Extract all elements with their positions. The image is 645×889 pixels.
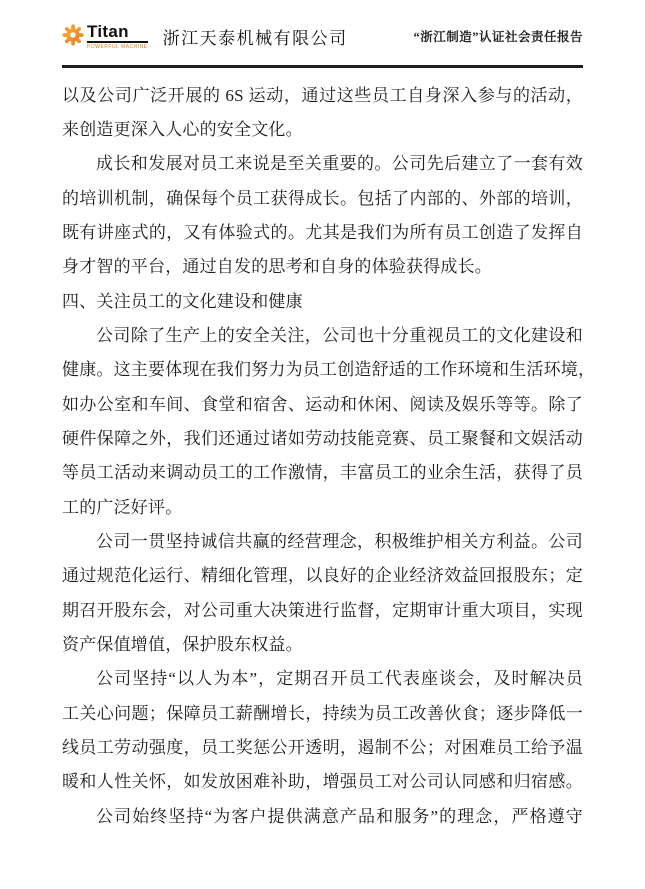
doc-line: 成长和发展对员工来说是至关重要的。公司先后建立了一套有效 [96,154,583,174]
doc-line: 硬件保障之外，我们还通过诸如劳动技能竞赛、员工聚餐和文娱活动 [62,428,583,448]
doc-line: 资产保值增值，保护股东权益。 [62,635,303,654]
doc-line: 公司坚持“以人为本”，定期召开员工代表座谈会，及时解决员 [96,669,583,689]
company-name: 浙江天泰机械有限公司 [162,28,348,48]
doc-line: 公司除了生产上的安全关注，公司也十分重视员工的文化建设和 [96,325,583,345]
doc-line: 期召开股东会，对公司重大决策进行监督，定期审计重大项目，实现 [62,600,583,620]
doc-line: 的培训机制，确保每个员工获得成长。包括了内部的、外部的培训， [62,188,583,208]
document-body [62,79,596,835]
company-logo [62,23,148,50]
doc-line: 工的广泛好评。 [62,497,183,517]
doc-line: 如办公室和车间、食堂和宿舍、运动和休闲、阅读及娱乐等等。除了 [62,394,583,414]
brand-name: Titan [87,23,148,43]
logo-text [87,23,148,50]
doc-line: 线员工劳动强度，员工奖惩公开透明，遏制不公；对困难员工给予温 [62,738,583,758]
report-title: “浙江制造”认证社会责任报告 [413,30,583,44]
doc-line: 来创造更深入人心的安全文化。 [62,119,303,139]
section-heading: 四、关注员工的文化建设和健康 [62,291,303,311]
page-header [62,0,583,54]
doc-line: 暖和人性关怀，如发放困难补助，增强员工对公司认同感和归宿感。 [62,772,583,792]
doc-line: 既有讲座式的，又有体验式的。尤其是我们为所有员工创造了发挥自 [62,222,583,242]
header-rule [62,65,583,68]
doc-line: 身才智的平台，通过自发的思考和自身的体验获得成长。 [62,257,492,277]
doc-line: 工关心问题；保障员工薪酬增长，持续为员工改善伙食；逐步降低一 [62,703,583,723]
doc-line: 健康。这主要体现在我们努力为员工创造舒适的工作环境和生活环境， [62,360,596,380]
doc-line: 以及公司广泛开展的 6S 运动，通过这些员工自身深入参与的活动， [62,85,583,105]
gear-icon [62,24,84,46]
doc-line: 公司一贯坚持诚信共赢的经营理念，积极维护相关方利益。公司 [96,531,583,551]
doc-line: 公司始终坚持“为客户提供满意产品和服务”的理念，严格遵守 [96,806,583,826]
brand-caption: POWERFUL MACHINE [87,43,148,50]
doc-line: 等员工活动来调动员工的工作激情，丰富员工的业余生活，获得了员 [62,463,583,483]
doc-line: 通过规范化运行、精细化管理，以良好的企业经济效益回报股东；定 [62,566,583,586]
